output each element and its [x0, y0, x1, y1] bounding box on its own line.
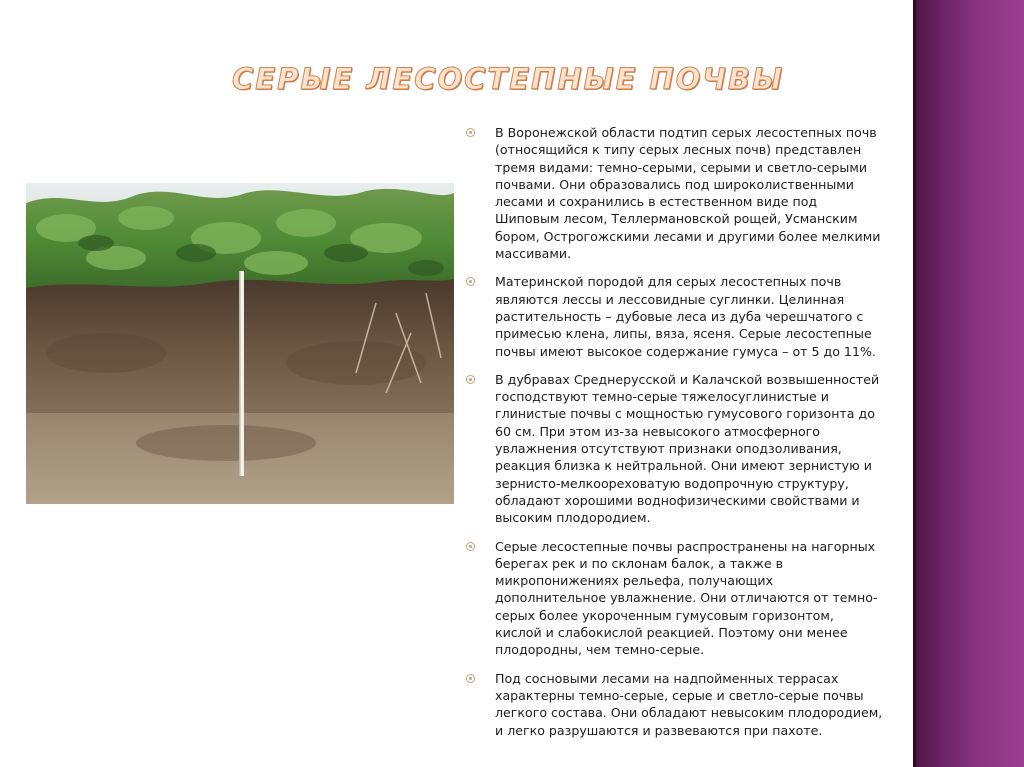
list-item: [463, 670, 883, 739]
bullet-icon: [466, 277, 475, 286]
list-item: [463, 273, 883, 359]
list-item: [463, 538, 883, 659]
paragraph-text: Под сосновыми лесами на надпойменных террасах характерны темно-серые, серые и светло-серые почвы легкого состава. Они обладают невысоким плодородием, и легко разрушаются и развеваются при пахоте.: [495, 670, 883, 738]
paragraph-text: Серые лесостепные почвы распространены на нагорных берегах рек и по склонам балок, а также в микропонижениях рельефа, получающих дополнительное увлажнение. Они отличаются от темно-серых более укороченным гумусовым горизонтом, кислой и слабокислой реакцией. Поэтому они менее плодородны, чем темно-серые.: [495, 538, 878, 658]
bullet-icon: [466, 542, 475, 551]
bullet-icon: [466, 375, 475, 384]
paragraph-text: В дубравах Среднерусской и Калачской возвышенностей господствуют темно-серые тяжелосуглинистые и глинистые почвы с мощностью гумусового горизонта до 60 см. При этом из-за невысокого атмосферного увлажнения отсутствуют признаки оподзоливания, реакция близка к нейтральной. Они имеют зернистую и зернисто-мелкоореховатую водопрочную структуру, обладают хорошими воднофизическими свойствами и высоким плодородием.: [495, 371, 880, 526]
paragraph-text: Материнской породой для серых лесостепных почв являются лессы и лессовидные суглинки. Целинная растительность – дубовые леса из дуба черешчатого с примесью клена, липы, вяза, ясеня. Серые лесостепные почвы имеют высокое содержание гумуса – от 5 до 11%.: [495, 274, 876, 359]
bullet-icon: [466, 128, 475, 137]
soil-profile-photo: [26, 183, 454, 504]
list-item: [463, 371, 883, 527]
slide-title: СЕРЫЕ ЛЕСОСТЕПНЫЕ ПОЧВЫ: [232, 62, 785, 96]
bullet-icon: [466, 674, 475, 683]
slide-text-list: [463, 124, 883, 750]
list-item: [463, 124, 883, 262]
paragraph-text: В Воронежской области подтип серых лесостепных почв (относящийся к типу серых лесных почв) представлен тремя видами: темно-серыми, серыми и светло-серыми почвами. Они образовались под широколиственными лесами и сохранились в естественном виде под Шиповым лесом, Теллермановской рощей, Усманским бором, Острогожскими лесами и другими более мелкими массивами.: [495, 125, 881, 262]
decorative-side-band: [913, 0, 1024, 767]
